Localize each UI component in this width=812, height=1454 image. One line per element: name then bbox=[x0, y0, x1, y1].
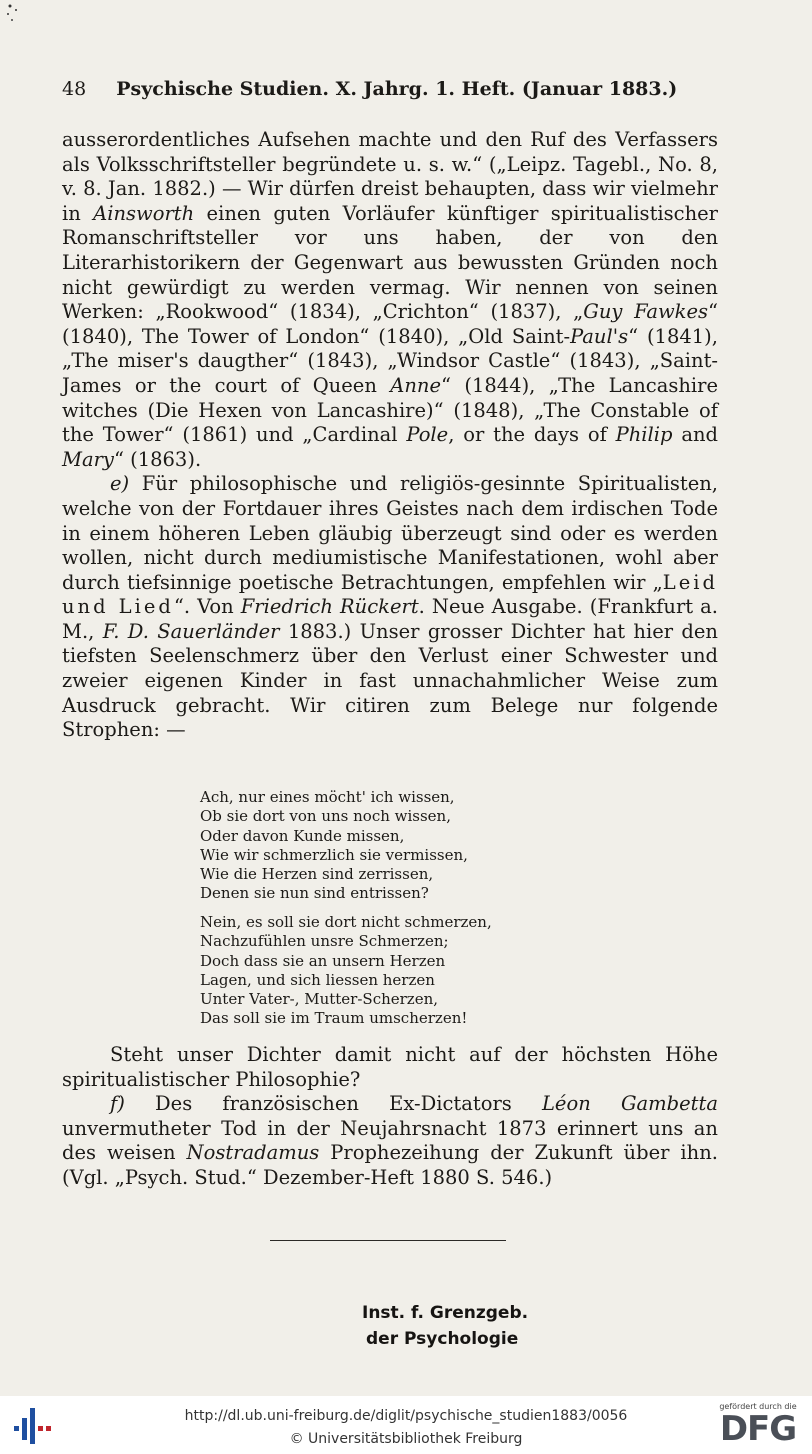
paragraph-question: Steht unser Dichter damit nicht auf der höchsten Höhe spiritualistischer Philosophie? bbox=[62, 1043, 718, 1091]
italic-name: Anne bbox=[390, 373, 441, 397]
text-run: “ (1863). bbox=[113, 447, 202, 471]
poem-line: Ob sie dort von uns noch wissen, bbox=[200, 807, 451, 826]
poem-line: Unter Vater-, Mutter-Scherzen, bbox=[200, 990, 439, 1009]
text-run: “ (1844), „The Lancashire witches (Die Hexen von Lancashire)“ (1848), „The Constable of the Tower“ (1861) und „Cardinal bbox=[62, 373, 718, 447]
italic-name: Mary bbox=[62, 447, 114, 471]
text-run: Des französischen Ex-Dictators bbox=[124, 1092, 542, 1116]
main-text-block-2 bbox=[62, 1043, 718, 1191]
poem-line: Wie wir schmerzlich sie vermissen, bbox=[200, 845, 468, 864]
text-run: and bbox=[672, 423, 718, 447]
scan-artifact-marks bbox=[0, 0, 120, 30]
text-run: “. Von bbox=[173, 595, 241, 619]
text-run: Für philosophische und religiös-gesinnte Spiritualisten, welche von der Fortdauer ihres Geistes nach dem irdischen Tode in einem höheren Leben gläubig überzeugt sind oder es werden wollen, nicht durch mediumistische Manifestationen, wohl aber durch tiefsinnige poetische Betrachtungen, empfehlen wir „ bbox=[62, 472, 718, 594]
text-run: 1883.) Unser grosser Dichter hat hier den tiefsten Seelenschmerz über den Verlust einer Schwester und zweier eigenen Kinder in fast unnachahmlicher Weise zum Ausdruck gebracht. Wir citiren zum Belege nur folgende Strophen: — bbox=[62, 619, 718, 742]
text-run: unvermutheter Tod in der Neujahrsnacht 1873 erinnert uns an des weisen bbox=[62, 1116, 718, 1165]
digital-library-footer bbox=[0, 1396, 812, 1454]
italic-name: F. D. Sauerländer bbox=[102, 619, 280, 643]
text-run: ausserordentliches Aufsehen machte und den Ruf des Verfassers als Volksschriftsteller begründete u. s. w.“ („Leipz. Tagebl., No. 8, v. 8. Jan. 1882.) — Wir dürfen dreist behaupten, dass wir vielmehr in bbox=[62, 128, 718, 225]
italic-name: Philip bbox=[615, 423, 673, 447]
paragraph-f-gambetta bbox=[62, 1092, 718, 1190]
italic-name: Nostradamus bbox=[186, 1141, 320, 1165]
text-run: “ (1840), The Tower of London“ (1840), „Old Saint- bbox=[62, 300, 718, 348]
stamp-line-2: der Psychologie bbox=[366, 1329, 519, 1349]
section-label: e) bbox=[110, 472, 130, 496]
italic-name: Léon Gambetta bbox=[541, 1092, 718, 1116]
poem-line: Nachzufühlen unsre Schmerzen; bbox=[200, 932, 449, 951]
italic-name: Paul's bbox=[570, 324, 629, 348]
poem-line: Das soll sie im Traum umscherzen! bbox=[200, 1009, 468, 1028]
paragraph-ainsworth bbox=[62, 128, 718, 472]
poem-line: Lagen, und sich liessen herzen bbox=[200, 970, 435, 989]
poem-line: Oder davon Kunde missen, bbox=[200, 826, 405, 845]
poem-line: Nein, es soll sie dort nicht schmerzen, bbox=[200, 913, 492, 931]
stamp-line-1: Inst. f. Grenzgeb. bbox=[362, 1303, 529, 1323]
italic-name: Friedrich Rückert bbox=[240, 595, 419, 619]
poem-line: Denen sie nun sind entrissen? bbox=[200, 884, 429, 903]
page-number: 48 bbox=[62, 78, 87, 100]
section-label: f) bbox=[110, 1092, 125, 1116]
poem-stanza-2 bbox=[200, 913, 620, 1029]
italic-name: Ainsworth bbox=[93, 201, 195, 225]
dfg-funding-note: gefördert durch die bbox=[719, 1402, 797, 1411]
running-title: Psychische Studien. X. Jahrg. 1. Heft. (Januar 1883.) bbox=[116, 78, 678, 100]
text-run: “ (1841), „The miser's daugther“ (1843), „Windsor Castle“ (1843), „Saint-James or the court of Queen bbox=[62, 324, 718, 397]
running-header bbox=[62, 78, 718, 100]
text-run: . Neue Ausgabe. (Frankfurt a. M., bbox=[62, 595, 718, 643]
poem-line: Wie die Herzen sind zerrissen, bbox=[200, 865, 434, 884]
poem-line: Ach, nur eines möcht' ich wissen, bbox=[200, 788, 455, 806]
library-stamp bbox=[362, 1300, 528, 1352]
text-run: , or the days of bbox=[448, 423, 616, 447]
section-separator-rule bbox=[270, 1240, 506, 1241]
main-text-block bbox=[62, 128, 718, 743]
text-run: Prophezeihung der Zukunft über ihn. (Vgl. „Psych. Stud.“ Dezember-Heft 1880 S. 546.) bbox=[62, 1141, 718, 1189]
paragraph-e-rueckert bbox=[62, 472, 718, 743]
document-url-link[interactable]: http://dl.ub.uni-freiburg.de/diglit/psychische_studien1883/0056 bbox=[184, 1408, 628, 1424]
poem-line: Doch dass sie an unsern Herzen bbox=[200, 951, 446, 970]
italic-name: Pole bbox=[406, 423, 449, 447]
spaced-title: Leid und Lied bbox=[62, 570, 718, 619]
dfg-logo bbox=[714, 1402, 802, 1447]
poem-stanza-1 bbox=[200, 788, 620, 904]
text-run: einen guten Vorläufer künftiger spiritualistischer Romanschriftsteller vor uns haben, der von den Literarhistorikern der Gegenwart aus bewussten Gründen noch nicht gewürdigt zu werden vermag. Wir nennen von seinen Werken: „Rookwood“ (1834), „Crichton“ (1837), „ bbox=[62, 201, 718, 324]
copyright-notice: © Universitätsbibliothek Freiburg bbox=[289, 1431, 523, 1447]
dfg-logo-text: DFG bbox=[719, 1409, 797, 1449]
italic-title: Guy Fawkes bbox=[583, 300, 709, 324]
